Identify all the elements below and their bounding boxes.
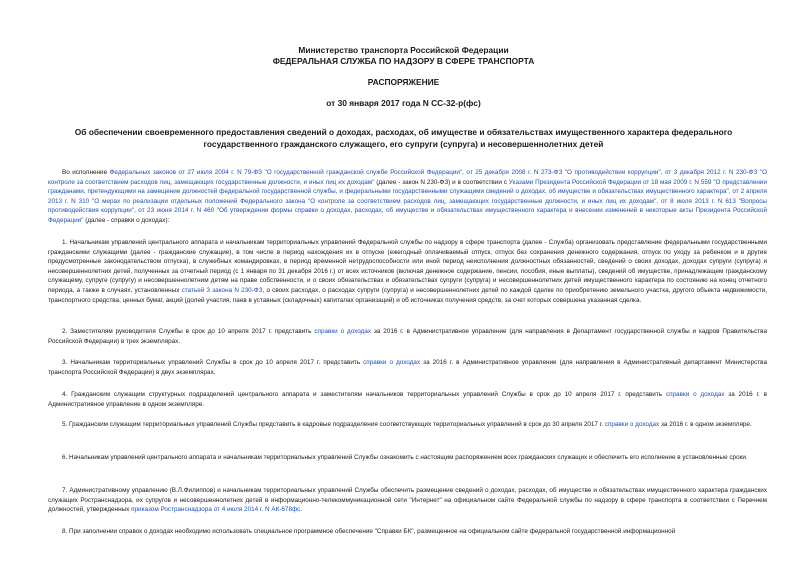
item-6-paragraph bbox=[48, 453, 767, 463]
federal-laws-link[interactable]: Федеральных законов от 27 июля 2004 г. N 79-ФЗ "О государственной гражданской службе Российской Федерации", от 25 декабря 2008 г. N 273-ФЗ "О противодействии коррупции", от 3 декабря 2012 г. N 230-ФЗ "О контроле за соответствием расходов лиц, замещающих государственные должности, и иных лиц их доходам" bbox=[48, 169, 767, 186]
item-text: 3. Начальникам территориальных управлений Службы в срок до 10 апреля 2017 г. представить bbox=[62, 359, 364, 366]
item-text: за 2016 г. в Административное управление в одном экземпляре. bbox=[48, 391, 767, 408]
item-text: . bbox=[300, 506, 303, 514]
item-text: 5. Гражданским служащим территориальных управлений Службы представить в кадровые подразделения соответствующих территориальных управлений в срок до 30 апреля 2017 г. bbox=[62, 421, 605, 428]
item-text: 2. Заместителям руководителя Службы в срок до 10 апреля 2017 г. представить bbox=[62, 328, 315, 335]
item-text: , о своих расходах, о расходах супруги (супруга) и несовершеннолетних детей по каждой сделке по приобретению земельного участка, другого объекта недвижимости, транспортного средства, ценных бумаг, акций (долей участия, паев в уставных (складочных) капиталах организаций) и об источниках получения средств, за счет которых совершена указанная сделка. bbox=[48, 286, 768, 304]
ministry-name: Министерство транспорта Российской Федерации bbox=[298, 45, 509, 55]
article-3-law-230-link[interactable]: статьей 3 закона N 230-ФЗ bbox=[181, 286, 263, 294]
item-5-paragraph bbox=[48, 420, 767, 430]
preamble-text: (далее - закон N 230-ФЗ) и в соответствии с bbox=[374, 178, 509, 186]
rostransnadzor-order-link[interactable]: приказом Ространснадзора от 4 июля 2014 г. N АК-678фс bbox=[131, 506, 301, 514]
preamble-paragraph bbox=[48, 168, 767, 226]
item-text: 4. Гражданским служащим структурных подразделений центрального аппарата и заместителям начальников территориальных управлений Службы в срок до 10 апреля 2017 г. представить bbox=[62, 391, 666, 398]
item-4-paragraph bbox=[48, 390, 767, 409]
income-certificate-link[interactable]: справки о доходах bbox=[604, 421, 660, 428]
item-2-paragraph bbox=[48, 327, 767, 346]
item-7-paragraph bbox=[48, 486, 767, 515]
income-certificate-link[interactable]: справки о доходах bbox=[363, 359, 421, 366]
document-title: Об обеспечении своевременного предоставления сведений о доходах, расходах, об имуществе и обязательствах имущественного характера федерального государственного гражданского служащего, его супруги (супруга) и несовершеннолетних детей bbox=[74, 127, 733, 149]
preamble-text: (далее - справки о доходах): bbox=[83, 216, 170, 224]
preamble-text: Во исполнение bbox=[62, 169, 110, 176]
presidential-decrees-link[interactable]: Указами Президента Российской Федерации от 18 мая 2009 г. N 559 "О представлении гражданами, претендующими на замещение должностей федеральной государственной службы, и федеральными государственными служащими сведений о доходах, об имуществе и обязательствах имущественного характера", от 2 апреля 2013 г. N 310 "О мерах по реализации отдельных положений Федерального закона "О контроле за соответствием расходов лиц, замещающих государственные должности, и иных лиц их доходам", от 8 июля 2013 г. N 613 "Вопросы противодействия коррупции", от 23 июня 2014 г. N 460 "Об утверждении формы справки о доходах, расходах, об имуществе и обязательствах имущественного характера и внесении изменений в некоторые акты Президента Российской Федерации" bbox=[48, 178, 767, 224]
document-type: РАСПОРЯЖЕНИЕ bbox=[367, 77, 440, 87]
income-certificate-link[interactable]: справки о доходах bbox=[314, 328, 372, 335]
item-1-paragraph bbox=[48, 238, 767, 305]
item-text: за 2016 г. в одном экземпляре. bbox=[659, 421, 752, 428]
item-3-paragraph bbox=[48, 358, 767, 377]
income-certificate-link[interactable]: справки о доходах bbox=[665, 391, 725, 398]
item-text: 7. Административному управлению (В.Л.Филиппов) и начальникам территориальных управлений Службы обеспечить размещение сведений о доходах, расходах, об имуществе и обязательствах имущественного характера гражданских служащих Ространснадзора, их супругов и несовершеннолетних детей в информационно-телекоммуникационной сети "Интернет" на официальном сайте Федеральной службы по надзору в сфере транспорта в соответствии с Перечнем должностей, утвержденных bbox=[48, 487, 767, 514]
item-text: 1. Начальникам управлений центрального аппарата и начальникам территориальных управлений Федеральной службы по надзору в сфере транспорта (далее - Служба) организовать представление федеральными государственными гражданскими служащими (далее - гражданские служащие), в том числе в период нахождения их в отпуске (ежегодный оплачиваемый отпуск, отпуск без сохранения денежного содержания, отпуск по уходу за ребенком и в другие предусмотренные законодательством отпуска), в служебных командировках, в период временной нетрудоспособности или иной период неисполнения должностных обязанностей, сведений о своих доходах, доходах супруги (супруга) и несовершеннолетних детей, полученных за отчетный период (с 1 января по 31 декабря 2016 г.) от всех источников (включая денежное содержание, пенсии, пособия, иные выплаты), сведений об имуществе, принадлежащем гражданскому служащему, супруге (супругу) и несовершеннолетним детям на праве собственности, и о своих обязательствах и обязательствах супруги (супруга) и несовершеннолетних детей имущественного характера по состоянию на конец отчетного периода, а также в случаях, установленных bbox=[48, 239, 767, 294]
item-text: за 2016 г. в Административное управление (для направления в Административный департамент Министерства транспорта Российской Федерации) в двух экземплярах. bbox=[48, 359, 767, 376]
item-text: 6. Начальникам управлений центрального аппарата и начальникам территориальных управлений Службы ознакомить с настоящим распоряжением всех гражданских служащих и обеспечить его исполнение в установленные сроки. bbox=[62, 454, 748, 461]
item-8-paragraph bbox=[48, 527, 767, 537]
item-text: 8. При заполнении справок о доходах необходимо использовать специальное программное обеспечение "Справки БК", размещенное на официальном сайте федеральной государственной информационной bbox=[62, 528, 676, 535]
document-date-number: от 30 января 2017 года N СС-32-р(фс) bbox=[326, 98, 481, 108]
service-name: ФЕДЕРАЛЬНАЯ СЛУЖБА ПО НАДЗОРУ В СФЕРЕ ТРАНСПОРТА bbox=[272, 56, 535, 66]
item-text: за 2016 г. в Административное управление (для направления в Департамент государственной службы и кадров Правительства Российской Федерации) в трех экземплярах. bbox=[48, 328, 767, 345]
